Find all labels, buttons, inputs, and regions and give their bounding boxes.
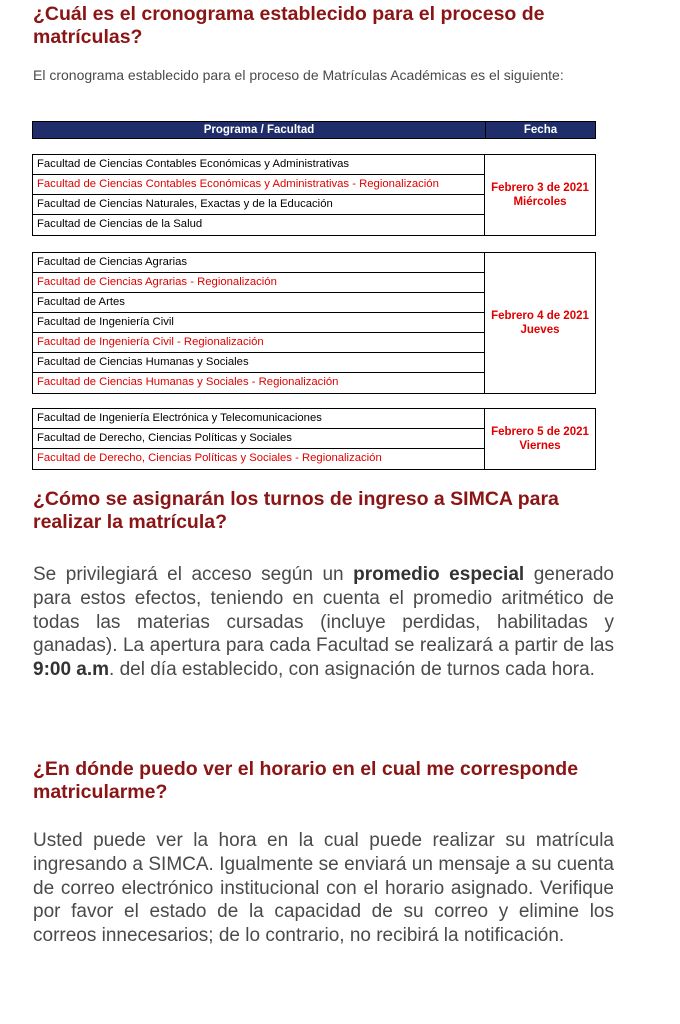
faculty-list [33,253,485,393]
table-row: Facultad de Ciencias Agrarias [33,253,484,273]
table-row: Facultad de Artes [33,293,484,313]
schedule-group-feb5 [32,408,596,470]
table-row: Facultad de Derecho, Ciencias Políticas y Sociales - Regionalización [37,452,382,464]
question-turns-heading: ¿Cómo se asignarán los turnos de ingreso a SIMCA para realizar la matrícula? [33,488,559,533]
faculty-list [33,155,485,235]
turns-text-c: . del día establecido, con asignación de turnos cada hora. [109,659,595,681]
turns-text-b: generado para estos efectos, teniendo en cuenta el promedio aritmético de todas las materias cursadas (incluye perdidas, habilitadas y ganadas). La apertura para cada Facultad se realizará a partir de las [33,564,614,657]
table-row: Facultad de Ciencias Contables Económicas y Administrativas [33,155,484,175]
schedule-group-feb3 [32,154,596,236]
schedule-intro-text: El cronograma establecido para el proceso de Matrículas Académicas es el siguiente: [33,67,564,83]
turns-text-a: Se privilegiará el acceso según un [33,564,354,585]
date-cell [485,253,595,393]
date-cell [485,409,595,469]
header-program: Programa / Facultad [33,122,486,138]
table-row: Facultad de Ciencias Humanas y Sociales - Regionalización [37,376,339,388]
schedule-table-header [32,121,596,139]
table-row: Facultad de Ciencias Agrarias - Regionalización [33,273,484,293]
faculty-list [33,409,485,469]
schedule-group-feb4 [32,252,596,394]
header-date: Fecha [523,124,558,136]
date-cell [485,155,595,235]
table-row: Facultad de Ciencias de la Salud [37,218,203,230]
turns-paragraph [33,563,614,682]
turns-bold-average: promedio especial [353,564,525,585]
date-label: Febrero 5 de 2021 [491,426,589,438]
table-row: Facultad de Derecho, Ciencias Políticas y Sociales [33,429,484,449]
weekday-label: Viernes [519,440,561,452]
table-row: Facultad de Ciencias Humanas y Sociales [33,353,484,373]
table-row: Facultad de Ciencias Naturales, Exactas y de la Educación [33,195,484,215]
turns-bold-time: 9:00 a.m [33,659,110,681]
date-label: Febrero 3 de 2021 [491,182,589,194]
question-schedule-view-heading: ¿En dónde puedo ver el horario en el cual me corresponde matricularme? [33,758,579,803]
date-label: Febrero 4 de 2021 [491,310,589,322]
weekday-label: Miércoles [513,196,567,208]
table-row: Facultad de Ingeniería Civil - Regionalización [33,333,484,353]
schedule-view-paragraph: Usted puede ver la hora en la cual puede realizar su matrícula ingresando a SIMCA. Igualmente se enviará un mensaje a su cuenta de correo electrónico institucional con el horario asignado. Verifique por favor el estado de la capacidad de su correo y elimine los correos innecesarios; de lo contrario, no recibirá la notificación. [33,830,614,947]
weekday-label: Jueves [520,324,560,336]
table-row: Facultad de Ingeniería Electrónica y Telecomunicaciones [33,409,484,429]
table-row: Facultad de Ingeniería Civil [33,313,484,333]
question-schedule-heading: ¿Cuál es el cronograma establecido para el proceso de matrículas? [33,3,545,48]
table-row: Facultad de Ciencias Contables Económicas y Administrativas - Regionalización [33,175,484,195]
